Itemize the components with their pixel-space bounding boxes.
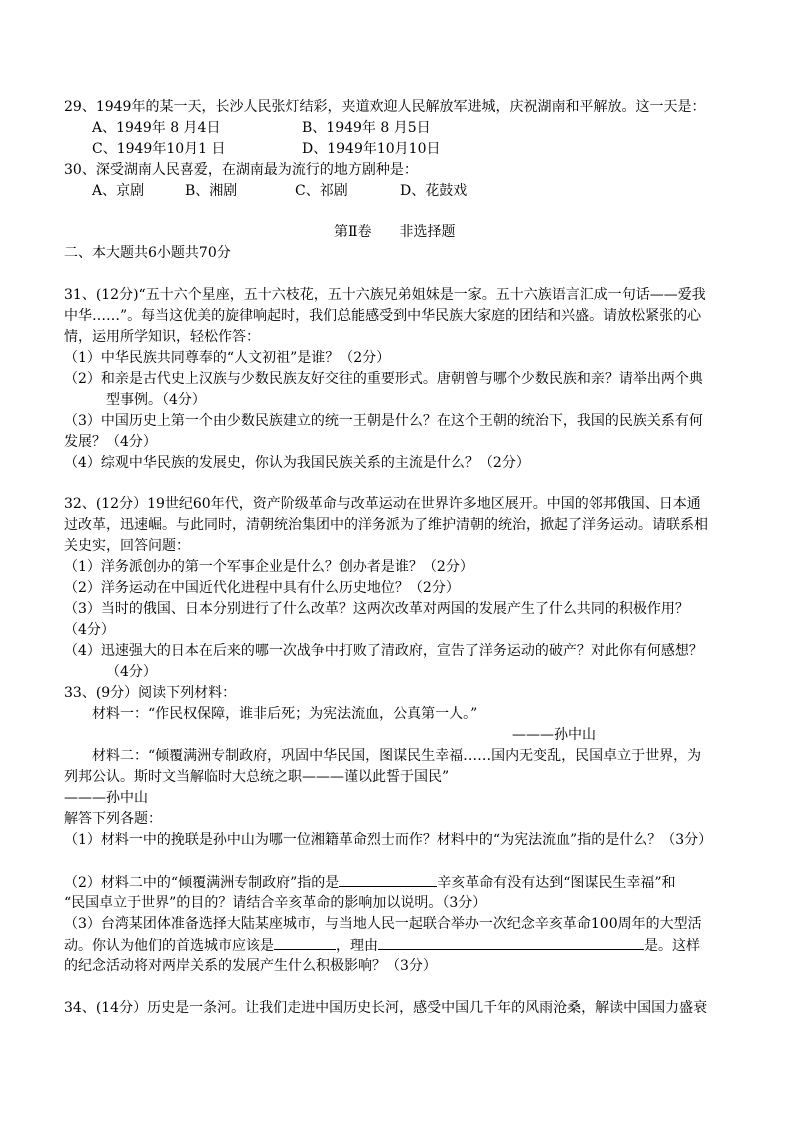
q33-sub3-part2: ，理由 [336,938,378,954]
q31-line: 中华……”。每当这优美的旋律响起时，我们总能感受到中华民族大家庭的团结和兴盛。请放松紧张的心 [64,308,702,324]
q31-sub2: （2）和亲是古代史上汉族与少数民族友好交往的重要形式。唐朝曾与哪个少数民族和亲？请举出两个典 [64,371,703,387]
q32-line: 关史实，回答问题： [64,538,190,554]
q32-sub4-cont: （4分） [106,664,157,680]
q32-line: 过改革，迅速崛。与此同时，清朝统治集团中的洋务派为了维护清朝的统治，掀起了洋务运动。请联系相 [64,517,708,533]
q31-sub4: （4）综观中华民族的发展史，你认为我国民族关系的主流是什么？（2分） [64,455,530,471]
answer-blank[interactable] [339,872,437,887]
q33-sub3-part1: 动。你认为他们的首选城市应该是 [64,938,274,954]
q32-sub2: （2）洋务运动在中国近代化进程中具有什么历史地位？（2分） [64,580,460,596]
q33-sub3: （3）台湾某团体准备选择大陆某座城市，与当地人民一起联合举办一次纪念辛亥革命100周年的大型活 [64,916,702,932]
answer-blank[interactable] [378,935,644,950]
section-subtitle: 二、本大题共6小题共70分 [64,245,231,261]
q32-line: 32、(12分）19世纪60年代，资产阶级革命与改革运动在世界许多地区展开。中国的邻邦俄国、日本通 [64,496,701,512]
q31-sub2-cont: 型事例。（4分） [106,392,206,408]
q30-stem: 30、深受湖南人民喜爱，在湖南最为流行的地方剧种是： [64,162,418,178]
q32-sub3-cont: （4分） [64,622,115,638]
q31-sub3-cont: 发展？（4分） [64,434,157,450]
q29-stem: 29、1949年的某一天，长沙人民张灯结彩，夹道欢迎人民解放军进城，庆祝湖南和平解放。这一天是： [64,99,706,115]
q30-option-a: A、京剧 [92,183,145,199]
answer-blank[interactable] [274,935,336,950]
q33-material1: 材料一：“作民权保障，谁非后死；为宪法流血，公真第一人。” [92,706,478,722]
q29-option-b: B、1949年 8 月5日 [302,120,431,136]
q32-sub3: （3）当时的俄国、日本分别进行了什么改革？这两次改革对两国的发展产生了什么共同的积极作用？ [64,601,689,617]
q31-line: 情，运用所学知识，轻松作答： [64,329,260,345]
q33-sub2-part2: 辛亥革命有没有达到“图谋民生幸福”和 [437,875,676,891]
q33-sub3-line3: 的纪念活动将对两岸关系的发展产生什么积极影响？（3分） [64,958,437,974]
q34-line: 34、(14分）历史是一条河。让我们走进中国历史长河，感受中国几千年的风雨沧桑，解读中国国力盛衰 [64,1000,708,1016]
q33-sub2 [64,872,676,894]
q29-option-d: D、1949年10月10日 [302,141,441,157]
q33-material2-source: ———孙中山 [64,790,148,806]
q29-option-a: A、1949年 8 月4日 [92,120,221,136]
q31-line: 31、(12分)“五十六个星座，五十六枝花，五十六族兄弟姐妹是一家。五十六族语言汇成一句话——爱我 [64,287,706,303]
q33-sub1: （1）材料一中的挽联是孙中山为哪一位湘籍革命烈士而作？材料中的“为宪法流血”指的是什么？（3分） [64,832,713,848]
q33-material1-source: ———孙中山 [512,727,596,743]
q33-material2: 材料二：“倾覆满洲专制政府，巩固中华民国，图谋民生幸福……国内无变乱，民国卓立于世界，为 [92,748,702,764]
q31-sub3: （3）中国历史上第一个由少数民族建立的统一王朝是什么？在这个王朝的统治下，我国的民族关系有何 [64,413,703,429]
q30-option-b: B、湘剧 [185,183,238,199]
q33-sub3-cont [64,935,700,957]
q31-sub1: （1）中华民族共同尊奉的“人文初祖”是谁？（2分） [64,350,391,366]
q33-prompt: 解答下列各题： [64,811,162,827]
q33-sub2-cont: “民国卓立于世界”的目的？请结合辛亥革命的影响加以说明。（3分） [64,895,487,911]
q32-sub1: （1）洋务派创办的第一个军事企业是什么？创办者是谁？（2分） [64,559,474,575]
q33-material2-cont: 列邦公认。斯时文当解临时大总统之职———谨以此誓于国民” [64,769,450,785]
q32-sub4: （4）迅速强大的日本在后来的哪一次战争中打败了清政府，宣告了洋务运动的破产？对此你有何感想？ [64,643,703,659]
q29-option-c: C、1949年10月1 日 [92,141,226,157]
q33-intro: 33、(9分）阅读下列材料： [64,685,237,701]
q33-sub2-part1: （2）材料二中的“倾覆满洲专制政府”指的是 [64,875,340,891]
q30-option-d: D、花鼓戏 [400,183,468,199]
section-title: 第Ⅱ卷 非选择题 [334,224,456,240]
q33-sub3-part3: 是。这样 [644,938,700,954]
q30-option-c: C、祁剧 [295,183,348,199]
